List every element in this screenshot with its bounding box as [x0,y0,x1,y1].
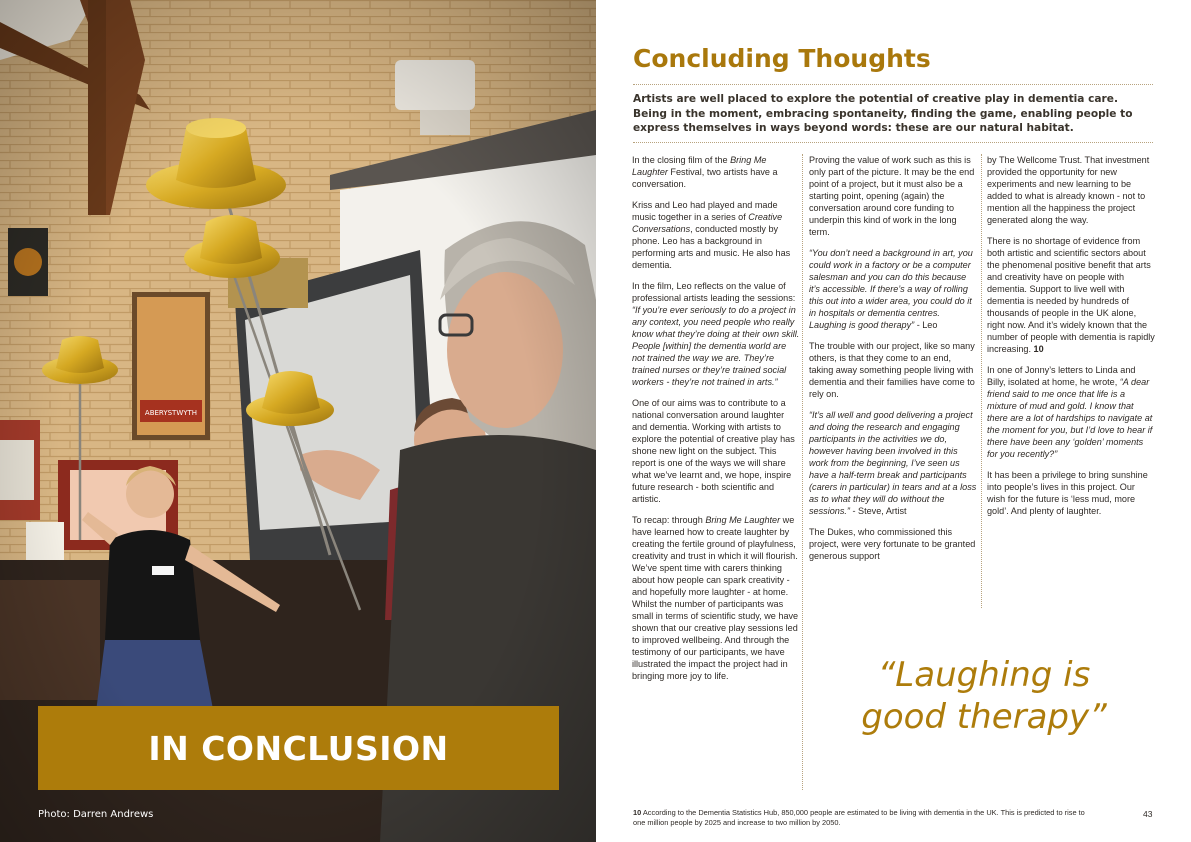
paragraph-jonny-letter: In one of Jonny’s letters to Linda and Billy, isolated at home, he wrote, “A dear friend said to me once that life is a mixture of mud and gold. I know that there are a lot of hardships to navigate at the moment for you, but I’d love to hear if there have been any ‘golden’ moments for you recently?” [987,365,1153,459]
paragraph: To recap: through Bring Me Laughter we have learned how to create laughter by creating the fertile ground of playfulness, creativity and trust in which it will flourish. We’ve spent time with carers thinking about how people can spark creativity - and hopefully more laughter - at home. Whilst the number of participants was small in terms of scientific study, we have shown that our creative play sessions led to improved wellbeing. And through the testimony of our participants, we have illustrated the impact the project had in bringing more joy to life. [632,515,799,681]
pull-quote: “Laughing is good therapy” [861,655,1107,737]
paragraph: In the closing film of the Bring Me Laughter Festival, two artists have a conversation. [632,155,778,189]
banner-title: IN CONCLUSION [148,728,449,768]
column-divider-1 [802,154,803,790]
paragraph: It has been a privilege to bring sunshine into people’s lives in this project. Our wish for the future is ‘less mud, more gold’. And plenty of laughter. [987,470,1148,516]
page-number: 43 [1143,809,1153,819]
intro-divider [633,142,1153,143]
paragraph: One of our aims was to contribute to a national conversation around laughter and dementia. Working with artists to explore the potential of creative play has shone new light on the subject. This report is one of the ways we will share what we’ve learnt and, we hope, inspire future research - both scientific and artistic. [632,398,795,504]
paragraph: There is no shortage of evidence from both artistic and scientific sectors about the phenomenal positive benefit that arts and creativity have on people with dementia. Support to live well with dementia is needed by hundreds of thousands of people in the UK alone, right now. And it’s widely known that the number of people with dementia is rapidly increasing. 10 [987,236,1155,354]
intro-standfirst: Artists are well placed to explore the potential of creative play in dementia care. Being in the moment, embracing spontaneity, finding the game, enabling people to express themselves in ways beyond words: these are our natural habitat. [633,93,1133,134]
paragraph: Kriss and Leo had played and made music together in a series of Creative Conversations, conducted mostly by phone. Leo has a background in performing arts and music. He also has dementia. [632,200,791,270]
paragraph: by The Wellcome Trust. That investment provided the opportunity for new experiments and new learning to be added to what is already known - not to mention all the happiness the project generated along the way. [987,155,1150,225]
paragraph-leo-quote: “You don’t need a background in art, you could work in a factory or be a computer salesman and you can do this because it’s accessible. If there’s a way of rolling this out into a wider area, you could do it in hospitals or dementia centres. Laughing is good therapy” - Leo [809,248,973,330]
page-heading: Concluding Thoughts [633,44,931,73]
in-conclusion-banner [38,706,559,790]
text-page [596,0,1191,842]
text-column-2 [809,154,977,571]
text-column-3 [987,154,1155,526]
paragraph: The Dukes, who commissioned this project, were very fortunate to be granted generous support [809,527,976,561]
footnote-reference: 10 [1033,344,1044,354]
paragraph: Proving the value of work such as this is only part of the picture. It may be the end point of a project, but it must also be a starting point, opening (again) the conversation around core funding to underpin this kind of work in the long term. [809,155,975,237]
photo-credit: Photo: Darren Andrews [38,809,154,820]
column-divider-2 [981,154,982,608]
footnote: 10 According to the Dementia Statistics Hub, 850,000 people are estimated to be living with dementia in the UK. This is predicted to rise to one million people by 2025 and increase to two million by 2050. [633,808,1085,827]
paragraph: The trouble with our project, like so many others, is that they come to an end, taking away something people living with dementia and their families have come to rely on. [809,341,975,399]
paragraph-steve-quote: “It’s all well and good delivering a project and doing the research and engaging participants in the activities we do, however having been involved in this work from the beginning, I’ve seen us have a half-term break and participants (carers in particular) in tears and at a loss as to what they will do without the sessions.” - Steve, Artist [809,410,977,516]
heading-divider [633,84,1153,85]
paragraph-leo-quote: In the film, Leo reflects on the value of professional artists leading the sessions: “If you’re ever seriously to do a project in any context, you need people who really know what they’re doing at their own skill. People [within] the dementia world are not trained the way we are. They’re trained nurses or they’re trained social workers - they’re not trained in arts.” [632,281,800,387]
text-column-1 [632,154,800,691]
